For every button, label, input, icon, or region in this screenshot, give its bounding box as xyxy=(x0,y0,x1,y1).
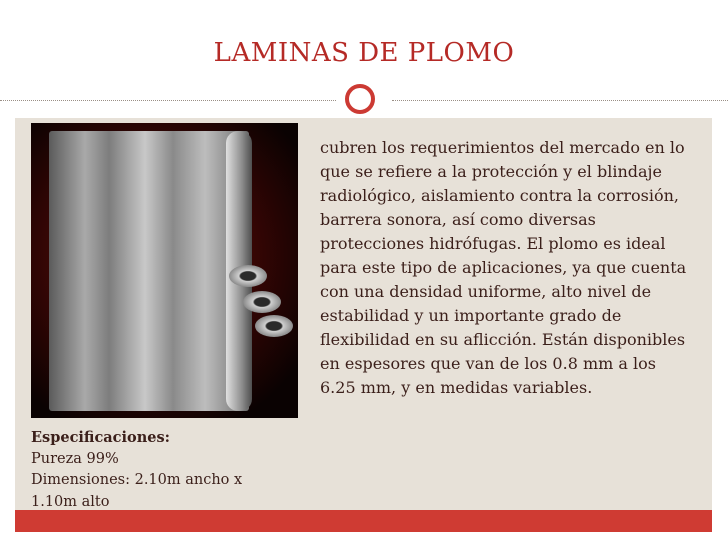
circle-ring-icon xyxy=(345,84,375,114)
lead-roll-end-image xyxy=(243,291,281,313)
specifications-block xyxy=(31,427,281,513)
description-text: cubren los requerimientos del mercado en lo que se refiere a la protección y el blindaje radiológico, aislamiento contra la corrosión, barrera sonora, así como diversas protecciones hidrófugas. El plomo es ideal para este tipo de aplicaciones, ya que cuenta con una densidad uniforme, alto nivel de estabilidad y un importante grado de flexibilidad en su aflicción. Están disponibles en espesores que van de los 0.8 mm a los 6.25 mm, y en medidas variables. xyxy=(320,138,687,397)
purity-spec: Pureza 99% xyxy=(31,450,119,467)
lead-roll-end-image xyxy=(255,315,293,337)
lead-sheet-photo xyxy=(31,123,298,418)
lead-sheet-image xyxy=(49,131,249,411)
lead-roll-end-image xyxy=(229,265,267,287)
title-divider-right xyxy=(392,100,728,101)
footer-bar xyxy=(15,510,712,532)
specifications-heading: Especificaciones: xyxy=(31,429,170,446)
title-divider-left xyxy=(0,100,336,101)
dimensions-spec: Dimensiones: 2.10m ancho x 1.10m alto xyxy=(31,472,243,510)
slide-title: LAMINAS DE PLOMO xyxy=(213,38,515,68)
